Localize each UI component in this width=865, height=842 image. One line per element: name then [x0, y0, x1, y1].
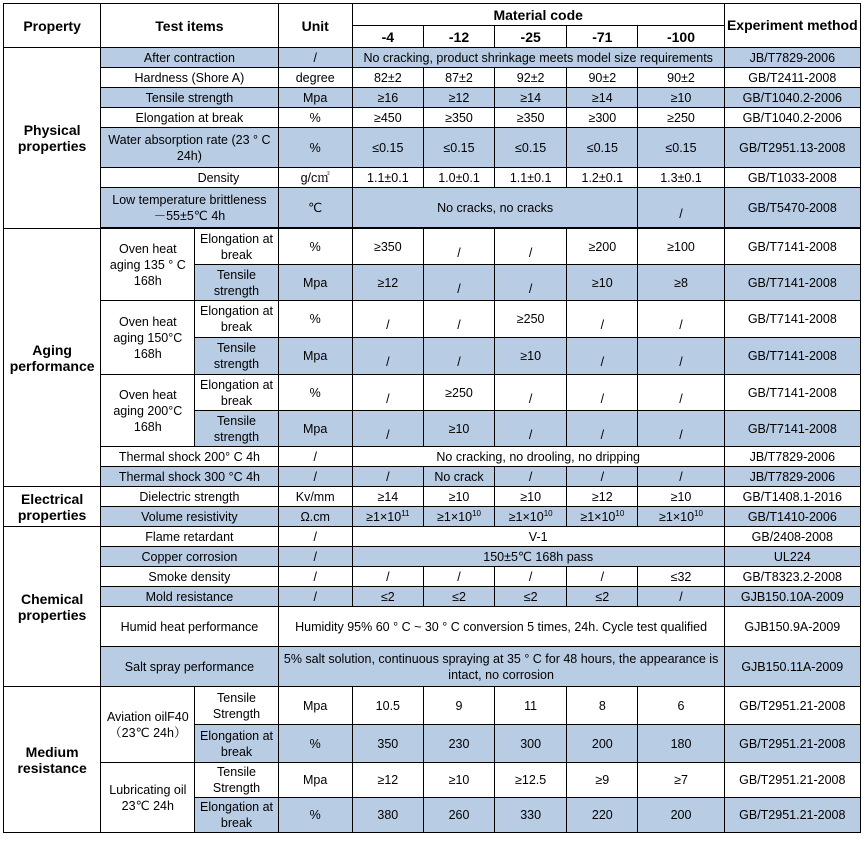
condition-line: Aviation oilF40 — [106, 709, 189, 724]
value-cell: ≥250 — [495, 301, 567, 338]
value-cell: / — [423, 265, 494, 301]
value-cell: 8 — [567, 687, 638, 725]
value-cell: ≥10 — [423, 763, 494, 798]
value-cell: ≥350 — [423, 108, 494, 128]
value-cell: $\ge 1\times 10^{10}$ — [567, 507, 638, 527]
test-item: Tensile strength — [195, 411, 278, 447]
value-cell: / — [638, 301, 724, 338]
test-item: Elongation at break — [101, 108, 278, 128]
method-cell: GB/T7141-2008 — [724, 411, 860, 447]
unit-cell: Mpa — [278, 763, 352, 798]
value-cell: ≥10 — [423, 411, 494, 447]
header-test-items: Test items — [101, 4, 278, 48]
table-row — [4, 68, 861, 88]
method-cell: GB/T1410-2006 — [724, 507, 860, 527]
test-item: Smoke density — [101, 567, 278, 587]
value-cell: 9 — [423, 687, 494, 725]
table-row — [4, 447, 861, 467]
value-text: / — [679, 206, 683, 221]
value-cell: ≥14 — [495, 88, 567, 108]
test-item: Elongation at break — [195, 229, 278, 265]
value-cell: ≥350 — [495, 108, 567, 128]
value-cell: ≥250 — [423, 375, 494, 411]
table-row — [4, 128, 861, 168]
value-cell: / — [495, 265, 567, 301]
header-property: Property — [4, 4, 101, 48]
value-cell: Humidity 95% 60 ° C ~ 30 ° C conversion 5 times, 24h. Cycle test qualified — [278, 607, 724, 647]
test-item: Humid heat performance — [101, 607, 278, 647]
unit-cell: Mpa — [278, 88, 352, 108]
value-cell: 230 — [423, 725, 494, 763]
table-row — [4, 527, 861, 547]
test-item: Elongation at break — [195, 301, 278, 338]
value-cell: / — [495, 467, 567, 487]
test-item: Salt spray performance — [101, 647, 278, 687]
value-cell: No cracking, product shrinkage meets model size requirements — [352, 48, 724, 68]
value-cell: No cracks, no cracks — [352, 188, 638, 228]
value-cell: / — [423, 567, 494, 587]
value-cell: ≥12 — [352, 763, 423, 798]
value-cell: / — [423, 338, 494, 375]
header-code: -100 — [638, 26, 724, 48]
test-item: Tensile strength — [195, 265, 278, 301]
method-cell: GB/T1040.2-2006 — [724, 108, 860, 128]
value-cell: ≤0.15 — [638, 128, 724, 168]
value-cell: ≥250 — [638, 108, 724, 128]
value-cell: / — [352, 567, 423, 587]
value-cell: 300 — [495, 725, 567, 763]
material-spec-table — [3, 3, 861, 833]
value-cell: / — [638, 338, 724, 375]
method-cell: GB/T1033-2008 — [724, 168, 860, 188]
value-cell: 200 — [567, 725, 638, 763]
value-cell: / — [352, 301, 423, 338]
table-row — [4, 301, 861, 338]
value-cell: / — [423, 229, 494, 265]
method-cell: UL224 — [724, 547, 860, 567]
condition-line: （23℃ 24h） — [109, 725, 187, 740]
value-cell: 1.1±0.1 — [352, 168, 423, 188]
value-cell: / — [638, 587, 724, 607]
group-electrical: Electrical properties — [4, 487, 101, 527]
value-cell: 11 — [495, 687, 567, 725]
value-cell: / — [423, 301, 494, 338]
unit-cell: % — [278, 725, 352, 763]
unit-cell: / — [278, 527, 352, 547]
value-cell: / — [638, 467, 724, 487]
unit-cell: % — [278, 798, 352, 833]
value-cell — [638, 188, 724, 228]
value-cell: / — [638, 375, 724, 411]
value-cell: / — [352, 467, 423, 487]
condition-cell: Oven heat aging 200°C 168h — [101, 375, 195, 447]
value-cell: ≤0.15 — [567, 128, 638, 168]
value-cell: 260 — [423, 798, 494, 833]
table-row — [4, 88, 861, 108]
table-row — [4, 168, 861, 188]
method-cell: GB/T8323.2-2008 — [724, 567, 860, 587]
header-experiment-method: Experiment method — [724, 4, 860, 48]
value-cell: ≥12.5 — [495, 763, 567, 798]
method-cell: GB/T7141-2008 — [724, 229, 860, 265]
header-material-code: Material code — [352, 4, 724, 26]
unit-cell: Mpa — [278, 265, 352, 301]
value-cell: 330 — [495, 798, 567, 833]
table-row — [4, 467, 861, 487]
method-cell: GB/T2951.21-2008 — [724, 687, 860, 725]
value-cell: ≥12 — [567, 487, 638, 507]
unit-cell: / — [278, 48, 352, 68]
condition-cell: Oven heat aging 135 ° C 168h — [101, 229, 195, 301]
value-cell: 220 — [567, 798, 638, 833]
method-cell: GB/T2951.21-2008 — [724, 725, 860, 763]
method-cell: GJB150.10A-2009 — [724, 587, 860, 607]
table-row — [4, 375, 861, 411]
method-cell: GB/2408-2008 — [724, 527, 860, 547]
value-cell: ≥300 — [567, 108, 638, 128]
condition-cell — [101, 763, 195, 833]
header-code: -12 — [423, 26, 494, 48]
header-code: -25 — [495, 26, 567, 48]
condition-line: 23℃ 24h — [121, 798, 174, 813]
group-aging: Aging performance — [4, 229, 101, 487]
value-cell: $\ge 1\times 10^{10}$ — [638, 507, 724, 527]
unit-cell: / — [278, 567, 352, 587]
value-cell: / — [567, 467, 638, 487]
test-item: Tensile strength — [101, 88, 278, 108]
test-item: After contraction — [101, 48, 278, 68]
group-chemical: Chemical properties — [4, 527, 101, 687]
test-item: Elongation at break — [195, 798, 278, 833]
method-cell: GJB150.11A-2009 — [724, 647, 860, 687]
test-item: Hardness (Shore A) — [101, 68, 278, 88]
condition-cell: Oven heat aging 150°C 168h — [101, 301, 195, 375]
test-item-line: －55±5℃ 4h — [153, 208, 226, 223]
value-cell: ≥10 — [567, 265, 638, 301]
unit-cell: % — [278, 128, 352, 168]
value-cell: ≥350 — [352, 229, 423, 265]
value-cell: ≥7 — [638, 763, 724, 798]
value-cell: 1.2±0.1 — [567, 168, 638, 188]
value-cell: / — [352, 411, 423, 447]
method-cell: GB/T2951.21-2008 — [724, 798, 860, 833]
value-cell: / — [567, 338, 638, 375]
test-item: Water absorption rate (23 ° C 24h) — [101, 128, 278, 168]
unit-cell: / — [278, 447, 352, 467]
value-cell: ≥100 — [638, 229, 724, 265]
method-cell: GB/T7141-2008 — [724, 301, 860, 338]
value-cell: ≤0.15 — [423, 128, 494, 168]
method-cell: GJB150.9A-2009 — [724, 607, 860, 647]
value-cell: ≥8 — [638, 265, 724, 301]
value-cell: ≥200 — [567, 229, 638, 265]
value-cell: $\ge 1\times 10^{10}$ — [495, 507, 567, 527]
unit-cell: / — [278, 587, 352, 607]
table-row — [4, 567, 861, 587]
table-row — [4, 108, 861, 128]
value-cell: / — [495, 375, 567, 411]
value-cell: 82±2 — [352, 68, 423, 88]
table-row — [4, 229, 861, 265]
value-cell: / — [567, 375, 638, 411]
method-cell: GB/T2411-2008 — [724, 68, 860, 88]
value-cell: 1.1±0.1 — [495, 168, 567, 188]
method-cell: GB/T7141-2008 — [724, 375, 860, 411]
value-cell: $\ge 1\times 10^{11}$ — [352, 507, 423, 527]
test-item: Elongation at break — [195, 725, 278, 763]
unit-cell: degree — [278, 68, 352, 88]
table-row — [4, 607, 861, 647]
value-cell: 5% salt solution, continuous spraying at 35 ° C for 48 hours, the appearance is intact, no corrosion — [278, 647, 724, 687]
value-cell: No crack — [423, 467, 494, 487]
value-cell: ≤2 — [495, 587, 567, 607]
value-cell: 200 — [638, 798, 724, 833]
test-item: Copper corrosion — [101, 547, 278, 567]
unit-cell: Mpa — [278, 411, 352, 447]
value-cell: / — [495, 411, 567, 447]
unit-cell: ℃ — [278, 188, 352, 228]
condition-line: Lubricating oil — [109, 782, 187, 797]
value-cell: ≥10 — [495, 487, 567, 507]
method-cell: GB/T1408.1-2016 — [724, 487, 860, 507]
method-cell: JB/T7829-2006 — [724, 48, 860, 68]
unit-cell: Ω.cm — [278, 507, 352, 527]
value-cell: 6 — [638, 687, 724, 725]
value-cell: 1.0±0.1 — [423, 168, 494, 188]
table-row — [4, 647, 861, 687]
table-row — [4, 507, 861, 527]
value-cell: V-1 — [352, 527, 724, 547]
method-cell: JB/T7829-2006 — [724, 447, 860, 467]
value-cell: ≤0.15 — [495, 128, 567, 168]
table-row — [4, 547, 861, 567]
method-cell: JB/T7829-2006 — [724, 467, 860, 487]
value-cell: 87±2 — [423, 68, 494, 88]
unit-cell: % — [278, 375, 352, 411]
unit-cell: Kv/mm — [278, 487, 352, 507]
table-row — [4, 487, 861, 507]
value-cell: $\ge 1\times 10^{10}$ — [423, 507, 494, 527]
header-code: -71 — [567, 26, 638, 48]
test-item: Tensile Strength — [195, 687, 278, 725]
table-row — [4, 687, 861, 725]
value-cell: / — [567, 567, 638, 587]
value-cell: / — [495, 567, 567, 587]
value-cell: ≤2 — [423, 587, 494, 607]
value-cell: 180 — [638, 725, 724, 763]
value-cell: / — [567, 301, 638, 338]
value-cell: 1.3±0.1 — [638, 168, 724, 188]
unit-cell: % — [278, 108, 352, 128]
value-cell: ≥12 — [352, 265, 423, 301]
test-item: Flame retardant — [101, 527, 278, 547]
test-item: Thermal shock 200° C 4h — [101, 447, 278, 467]
header-unit: Unit — [278, 4, 352, 48]
value-cell: ≥10 — [638, 487, 724, 507]
value-cell: / — [495, 229, 567, 265]
method-cell: GB/T5470-2008 — [724, 188, 860, 228]
unit-cell: Mpa — [278, 687, 352, 725]
value-cell: 380 — [352, 798, 423, 833]
value-cell: 90±2 — [638, 68, 724, 88]
test-item: Volume resistivity — [101, 507, 278, 527]
value-cell: ≥16 — [352, 88, 423, 108]
unit-cell: / — [278, 467, 352, 487]
value-cell: ≥9 — [567, 763, 638, 798]
value-cell: ≥10 — [638, 88, 724, 108]
header-code: -4 — [352, 26, 423, 48]
value-cell: 92±2 — [495, 68, 567, 88]
test-item: Mold resistance — [101, 587, 278, 607]
group-physical: Physical properties — [4, 48, 101, 229]
unit-cell: / — [278, 547, 352, 567]
value-cell: 150±5℃ 168h pass — [352, 547, 724, 567]
unit-cell: % — [278, 301, 352, 338]
method-cell: GB/T7141-2008 — [724, 338, 860, 375]
value-cell: ≥10 — [423, 487, 494, 507]
unit-cell: Mpa — [278, 338, 352, 375]
value-cell: ≥450 — [352, 108, 423, 128]
value-cell: 10.5 — [352, 687, 423, 725]
test-item: Tensile strength — [195, 338, 278, 375]
method-cell: GB/T1040.2-2006 — [724, 88, 860, 108]
test-item: Dielectric strength — [101, 487, 278, 507]
table-row — [4, 587, 861, 607]
test-item: Density — [101, 168, 278, 188]
test-item: Tensile Strength — [195, 763, 278, 798]
value-cell: / — [352, 338, 423, 375]
table-row — [4, 188, 861, 228]
value-cell: No cracking, no drooling, no dripping — [352, 447, 724, 467]
test-item: Thermal shock 300 °C 4h — [101, 467, 278, 487]
method-cell: GB/T7141-2008 — [724, 265, 860, 301]
value-cell: ≤32 — [638, 567, 724, 587]
test-item-line: Low temperature brittleness — [112, 192, 267, 207]
value-cell: ≥14 — [352, 487, 423, 507]
value-cell: / — [567, 411, 638, 447]
value-cell: ≤2 — [352, 587, 423, 607]
condition-cell — [101, 687, 195, 763]
value-cell: ≥14 — [567, 88, 638, 108]
test-item — [101, 188, 278, 228]
value-cell: 350 — [352, 725, 423, 763]
table-row — [4, 48, 861, 68]
unit-cell: g/c㎡ — [278, 168, 352, 188]
value-cell: / — [638, 411, 724, 447]
unit-cell: % — [278, 229, 352, 265]
value-cell: / — [352, 375, 423, 411]
value-cell: 90±2 — [567, 68, 638, 88]
value-cell: ≥10 — [495, 338, 567, 375]
method-cell: GB/T2951.21-2008 — [724, 763, 860, 798]
table-row — [4, 763, 861, 798]
group-medium: Medium resistance — [4, 687, 101, 833]
method-cell: GB/T2951.13-2008 — [724, 128, 860, 168]
value-cell: ≤0.15 — [352, 128, 423, 168]
test-item: Elongation at break — [195, 375, 278, 411]
value-cell: ≤2 — [567, 587, 638, 607]
value-cell: ≥12 — [423, 88, 494, 108]
